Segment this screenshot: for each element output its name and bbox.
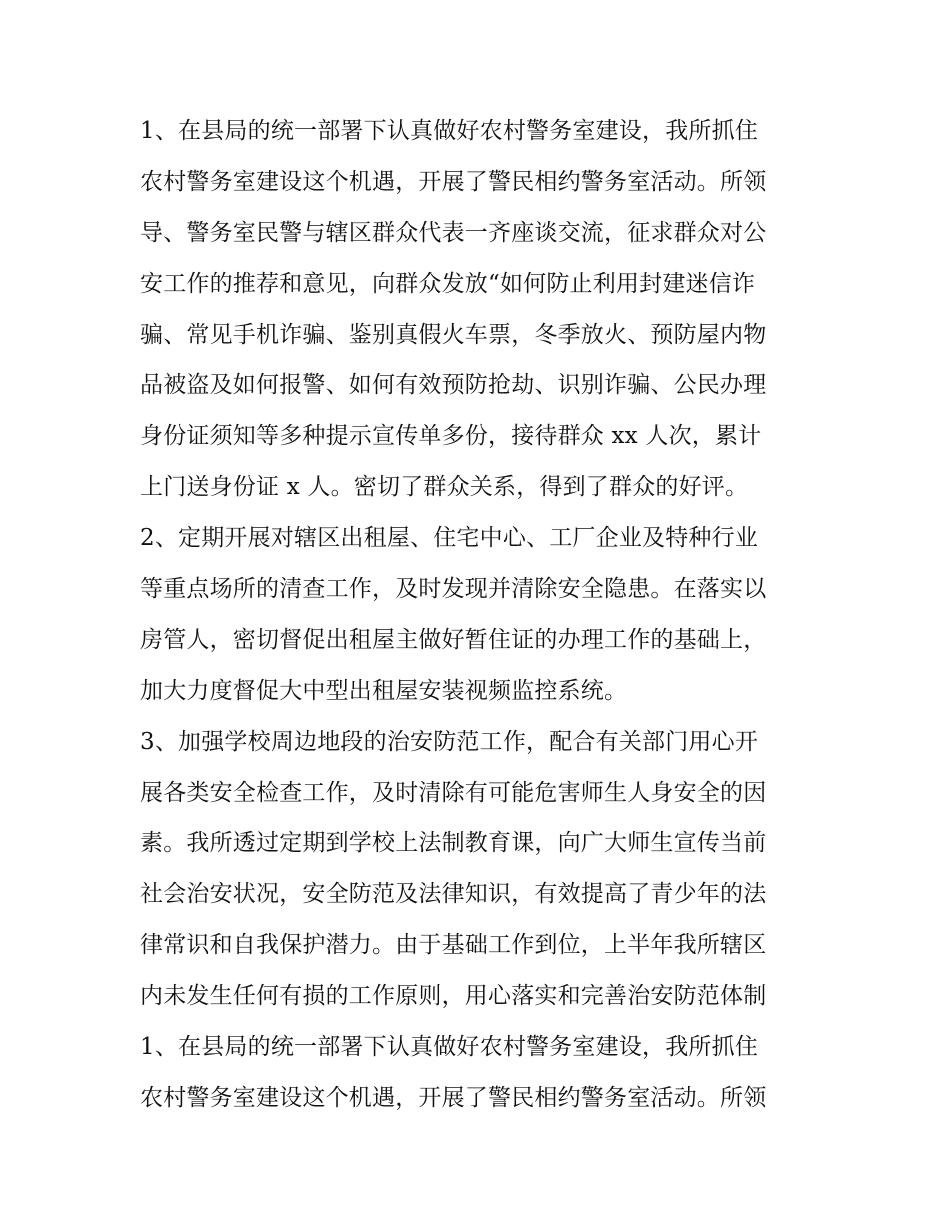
text-line: 上门送身份证 x 人。密切了群众关系，得到了群众的好评。 [140,474,749,501]
text-line: 房管人，密切督促出租屋主做好暂住证的办理工作的基础上， [140,626,767,653]
text-line: 1、在县局的统一部署下认真做好农村警务室建设，我所抓住 [140,1034,759,1061]
document-body [140,106,830,1124]
text-line: 展各类安全检查工作，及时清除有可能危害师生人身安全的因 [140,779,767,806]
text-line: 加大力度督促大中型出租屋安装视频监控系统。 [140,677,628,704]
text-line: 1、在县局的统一部署下认真做好农村警务室建设，我所抓住 [140,118,759,144]
text-line: 农村警务室建设这个机遇，开展了警民相约警务室活动。所领 [140,1084,767,1111]
text-line: 社会治安状况，安全防范及法律知识，有效提高了青少年的法 [140,881,767,908]
text-line: 品被盗及如何报警、如何有效预防抢劫、识别诈骗、公民办理 [140,372,767,399]
text-line: 律常识和自我保护潜力。由于基础工作到位，上半年我所辖区 [140,932,767,959]
text-line: 导、警务室民警与辖区群众代表一齐座谈交流，征求群众对公 [140,219,767,246]
text-line: 2、定期开展对辖区出租屋、住宅中心、工厂企业及特种行业 [140,525,759,552]
text-line: 农村警务室建设这个机遇，开展了警民相约警务室活动。所领 [140,168,767,195]
text-line: 等重点场所的清查工作，及时发现并清除安全隐患。在落实以 [140,576,767,603]
text-line: 身份证须知等多种提示宣传单多份，接待群众 xx 人次，累计 [140,423,762,450]
text-line: 内未发生任何有损的工作原则，用心落实和完善治安防范体制 [140,983,767,1010]
text-line: 安工作的推荐和意见，向群众发放“如何防止利用封建迷信诈 [140,270,756,297]
text-line: 素。我所透过定期到学校上法制教育课，向广大师生宣传当前 [140,830,767,857]
text-line: 骗、常见手机诈骗、鉴别真假火车票，冬季放火、预防屋内物 [140,321,767,348]
text-line: 3、加强学校周边地段的治安防范工作，配合有关部门用心开 [140,728,759,755]
